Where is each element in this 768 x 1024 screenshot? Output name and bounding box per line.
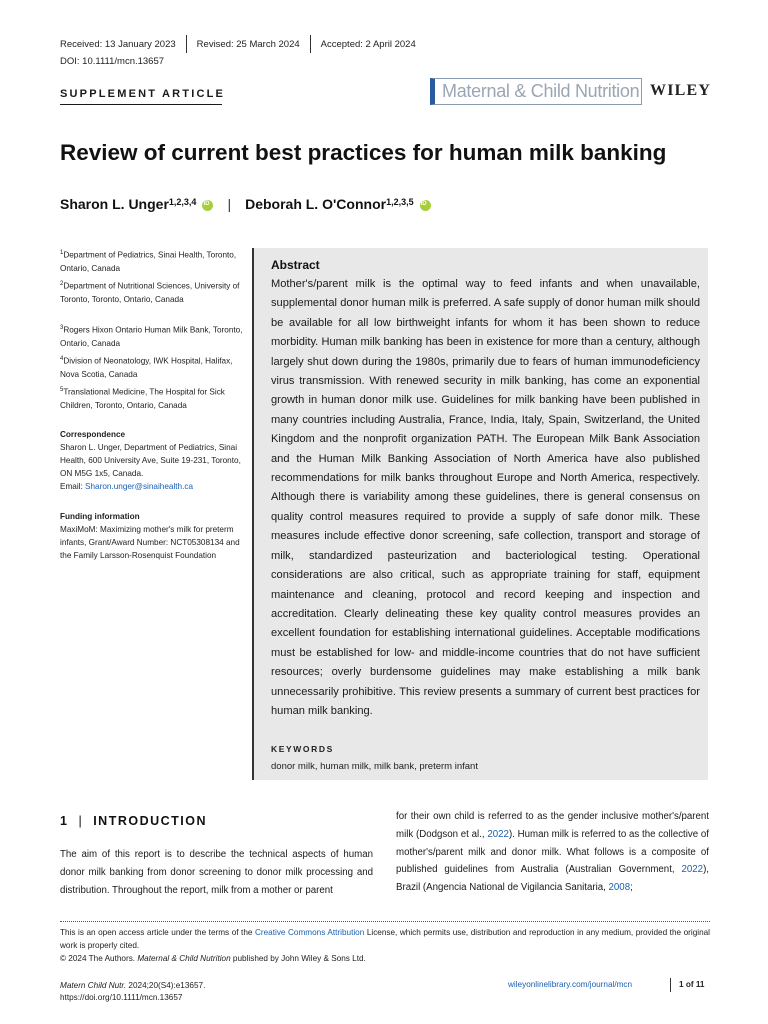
article-title: Review of current best practices for human milk banking	[60, 140, 667, 165]
abstract-text: Mother's/parent milk is the optimal way to feed infants and when unavailable, supplemental donor human milk is preferred. A safe supply of donor human milk should be available for all low birthweight infants for whom it has been shown to reduce morbidity. Human milk banking has been in existence for more than a century, although largely shut down during the 1980s, primarily due to fears of human immunodeficiency virus transmission. With renewed security in milk banking, has come an exponential growth in human donor milk use. Guidelines for milk banking have been published in many countries including Australia, France, India, Italy, Spain, Switzerland, the United Kingdom and the nonprofit organization PATH. The European Milk Bank Association and the Human Milk Banking Association of North America have also published recommendations for milk banks throughout Europe and North America, respectively. Although there is variability among these guidelines, there is general consensus on quality control measures required to provide a supply of safe donor milk. These measures include effective donor screening, safe collection, transport and storage of milk, standardized pasteurization and bacteriological testing. Operational considerations are also critical, such as appropriate training for staff, equipment maintenance and cleaning, protocol and record keeping and inspection and accreditation. Clearly delineating these key quality control measures provides an excellent foundation for establishing international guidelines. Acceptable modifications must be established for low- and middle-income countries that do not have sufficient resources; overly burdensome guidelines may make establishing a milk bank unnecessarily prohibitive. This review presents a summary of current best practices for human milk banking.	[271, 278, 700, 717]
intro-paragraph-right	[396, 808, 709, 897]
funding-block	[60, 510, 250, 562]
received-date: Received: 13 January 2023	[60, 38, 176, 50]
affiliation-text: Department of Pediatrics, Sinai Health, Toronto, Ontario, Canada	[60, 250, 237, 273]
date-divider	[310, 35, 311, 53]
funding-text: MaxiMoM: Maximizing mother's milk for preterm infants, Grant/Award Number: NCT05308134 and the Family Larsson-Rosenquist Foundation	[60, 525, 240, 560]
affiliation-number: 3	[60, 325, 64, 331]
publication-dates	[60, 36, 416, 52]
affiliation-text: Division of Neonatology, IWK Hospital, Halifax, Nova Scotia, Canada	[60, 356, 233, 379]
affiliation-number: 5	[60, 387, 64, 393]
section-underline	[60, 104, 222, 105]
orcid-icon[interactable]	[202, 200, 213, 211]
date-divider	[186, 35, 187, 53]
publisher-logo: WILEY	[650, 82, 712, 99]
keywords-list: donor milk, human milk, milk bank, preterm infant	[271, 761, 478, 772]
copyright-text: published by John Wiley & Sons Ltd.	[230, 954, 366, 963]
revised-date: Revised: 25 March 2024	[196, 38, 300, 50]
citation-link[interactable]: 2022	[681, 864, 704, 876]
citation-link[interactable]: 2008	[608, 882, 631, 894]
accepted-date: Accepted: 2 April 2024	[320, 38, 416, 50]
license-divider	[60, 921, 710, 922]
heading-divider: |	[78, 814, 84, 828]
abstract-rule	[252, 248, 254, 780]
license-text	[60, 926, 710, 952]
author-list	[60, 196, 431, 212]
abstract-heading: Abstract	[271, 258, 320, 272]
author-name[interactable]: Deborah L. O'Connor	[245, 196, 387, 212]
footer-divider	[670, 978, 671, 992]
affiliation	[60, 384, 250, 412]
section-label: SUPPLEMENT ARTICLE	[60, 88, 226, 100]
correspondence-email-line	[60, 480, 250, 493]
email-link[interactable]: Sharon.unger@sinaihealth.ca	[85, 482, 194, 491]
affiliation-text: Translational Medicine, The Hospital for Sick Children, Toronto, Ontario, Canada	[60, 387, 225, 410]
section-number: 1	[60, 814, 69, 828]
affiliation-number: 4	[60, 356, 64, 362]
email-label: Email:	[60, 482, 86, 491]
correspondence-text: Sharon L. Unger, Department of Pediatrics, Sinai Health, 600 University Ave, Suite 19-231, Toronto, ON M5G 1x5, Canada.	[60, 443, 241, 478]
license-text-part: This is an open access article under the terms of the	[60, 928, 255, 937]
copyright-line	[60, 952, 710, 965]
doi: DOI: 10.1111/mcn.13657	[60, 56, 165, 67]
footer-doi[interactable]: https://doi.org/10.1111/mcn.13657	[60, 993, 183, 1002]
correspondence-block	[60, 428, 250, 493]
intro-paragraph-left: The aim of this report is to describe the technical aspects of human donor milk banking from donor screening to donor milk processing and distribution. Throughout the report, milk from a mother or parent	[60, 849, 373, 896]
affiliation-text: Rogers Hixon Ontario Human Milk Bank, Toronto, Ontario, Canada	[60, 325, 243, 348]
orcid-icon[interactable]	[420, 200, 431, 211]
affiliation	[60, 247, 250, 275]
author-separator: |	[227, 196, 232, 212]
author-affil-marks: 1,2,3,5	[386, 197, 414, 207]
section-title: INTRODUCTION	[93, 814, 208, 828]
author-affil-marks: 1,2,3,4	[168, 197, 197, 207]
body-text: ). Human milk is referred to as the collective of mother's/parent milk and donor milk. What follows is a composite of published guidelines from Australia (Australian Government,	[396, 828, 709, 876]
copyright-text: © 2024 The Authors.	[60, 954, 138, 963]
keywords-heading: KEYWORDS	[271, 744, 334, 754]
license-link[interactable]: Creative Commons Attribution	[254, 928, 365, 937]
body-text: ;	[630, 882, 633, 894]
journal-site-link[interactable]: wileyonlinelibrary.com/journal/mcn	[508, 980, 633, 989]
body-text: ), Brazil (Angencia National de Vigilancia Sanitaria,	[396, 864, 709, 894]
copyright-journal: Maternal & Child Nutrition	[137, 954, 231, 963]
affiliation	[60, 322, 250, 350]
license-text-part: License, which permits use, distribution and reproduction in any medium, provided the original work is properly cited.	[60, 928, 710, 950]
citation-details: 2024;20(S4):e13657.	[126, 981, 206, 990]
journal-logo: Maternal & Child Nutrition	[442, 81, 640, 101]
license-notice	[60, 926, 710, 965]
citation-journal: Matern Child Nutr.	[60, 981, 127, 990]
author-name[interactable]: Sharon L. Unger	[60, 196, 169, 212]
affiliation-text: Department of Nutritional Sciences, University of Toronto, Toronto, Ontario, Canada	[60, 281, 240, 304]
affiliation-number: 2	[60, 281, 64, 287]
funding-heading: Funding information	[60, 512, 140, 521]
correspondence-heading: Correspondence	[60, 430, 126, 439]
body-text: for their own child is referred to as the gender inclusive mother's/parent milk (Dodgson et al.,	[396, 811, 709, 840]
affiliation	[60, 353, 250, 381]
citation-link[interactable]: 2022	[487, 828, 509, 840]
affiliation-number: 1	[60, 250, 64, 256]
affiliation	[60, 278, 250, 306]
footer-citation	[60, 980, 205, 1004]
section-heading	[60, 814, 207, 828]
page-number: 1 of 11	[679, 980, 705, 989]
